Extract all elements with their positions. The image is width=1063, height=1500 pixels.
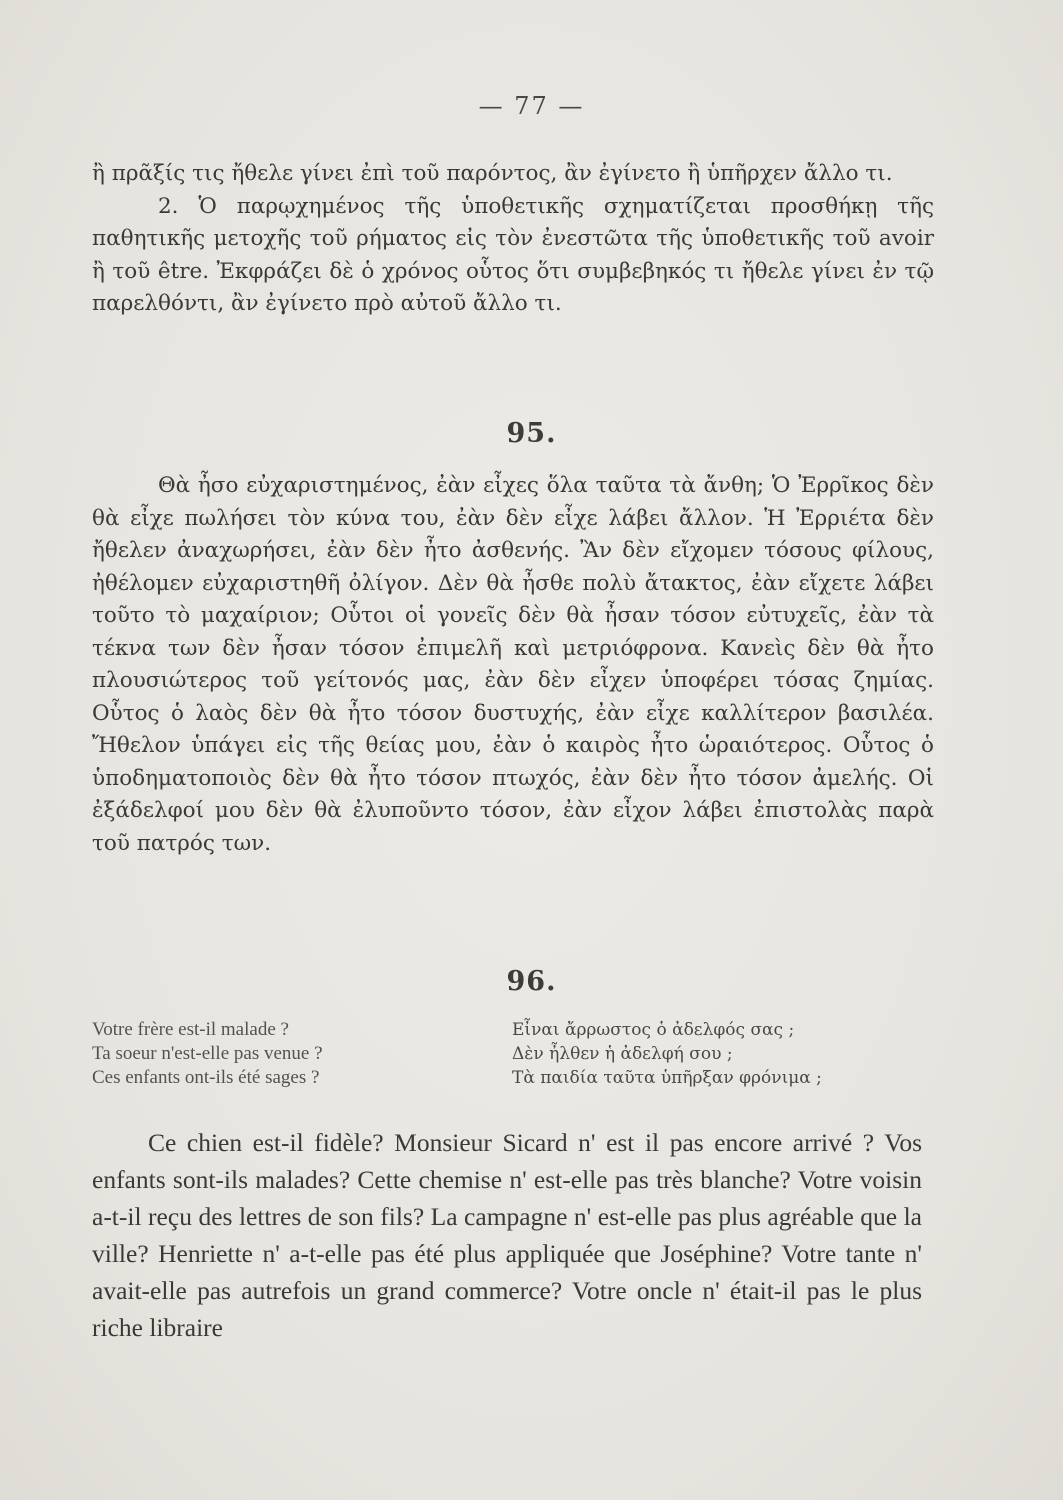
section-94-continuation [92,158,934,321]
section-heading-95: 95. [506,418,557,449]
french-example: Ta soeur n'est-elle pas venue ? [92,1043,323,1064]
greek-example: Δὲν ἦλθεν ἡ ἀδελφή σου ; [512,1044,733,1064]
french-example: Votre frère est-il malade ? [92,1019,289,1040]
greek-example: Εἶναι ἄρρωστος ὁ ἀδελφός σας ; [512,1020,795,1040]
section-heading-96: 96. [506,966,557,997]
paragraph: ἢ πρᾶξίς τις ἤθελε γίνει ἐπὶ τοῦ παρόντος, ἂν ἐγίνετο ἢ ὑπῆρχεν ἄλλο τι. [92,161,893,186]
french-example: Ces enfants ont-ils été sages ? [92,1067,320,1088]
page-number: — 77 — [478,92,585,120]
section-95-exercise [92,470,934,860]
paragraph: 2. Ὁ παρῳχημένος τῆς ὑποθετικῆς σχηματίζεται προσθήκῃ τῆς παθητικῆς μετοχῆς τοῦ ρήματος εἰς τὸν ἐνεστῶτα τῆς ὑποθετικῆς τοῦ avoir ἢ τοῦ être. Ἐκφράζει δὲ ὁ χρόνος οὗτος ὅτι συμβεβηκός τι ἤθελε γίνει ἐν τῷ παρελθόντι, ἂν ἐγίνετο πρὸ αὐτοῦ ἄλλο τι. [92,193,934,316]
greek-examples-column [512,1018,932,1090]
greek-example: Τὰ παιδία ταῦτα ὑπῆρξαν φρόνιμα ; [512,1068,822,1088]
paragraph: Ce chien est-il fidèle? Monsieur Sicard n' est il pas encore arrivé ? Vos enfants sont-ils malades? Cette chemise n' est-elle pas très blanche? Votre voisin a-t-il reçu des lettres de son fils? La campagne n' est-elle pas plus agréable que la ville? Henriette n' a-t-elle pas été plus appliquée que Joséphine? Votre tante n' avait-elle pas autrefois un grand commerce? Votre oncle n' était-il pas le plus riche libraire [92,1128,922,1342]
paragraph: Θὰ ἦσο εὐχαριστημένος, ἐὰν εἶχες ὅλα ταῦτα τὰ ἄνθη; Ὁ Ἐρρῖκος δὲν θὰ εἶχε πωλήσει τὸν κύνα του, ἐὰν δὲν εἶχε λάβει ἄλλον. Ἡ Ἐρριέτα δὲν ἤθελεν ἀναχωρήσει, ἐὰν δὲν ἦτο ἀσθενής. Ἂν δὲν εἴχομεν τόσους φίλους, ἠθέλομεν εὐχαριστηθῆ ὀλίγον. Δὲν θὰ ἦσθε πολὺ ἄτακτος, ἐὰν εἴχετε λάβει τοῦτο τὸ μαχαίριον; Οὗτοι οἱ γονεῖς δὲν θὰ ἦσαν τόσον εὐτυχεῖς, ἐὰν τὰ τέκνα των δὲν ἦσαν τόσον ἐπιμελῆ καὶ μετριόφρονα. Κανεὶς δὲν θὰ ἦτο πλουσιώτερος τοῦ γείτονός μας, ἐὰν δὲν εἶχεν ὑποφέρει τόσας ζημίας. Οὗτος ὁ λαὸς δὲν θὰ ἦτο τόσον δυστυχής, ἐὰν εἶχε καλλίτερον βασιλέα. Ἤθελον ὑπάγει εἰς τῆς θείας μου, ἐὰν ὁ καιρὸς ἦτο ὡραιότερος. Οὗτος ὁ ὑποδηματοποιὸς δὲν θὰ ἦτο τόσον πτωχός, ἐὰν δὲν ἦτο τόσον ἀμελής. Οἱ ἐξάδελφοί μου δὲν θὰ ἐλυποῦντο τόσον, ἐὰν εἶχον λάβει ἐπιστολὰς παρὰ τοῦ πατρός των. [92,473,934,856]
french-examples-column [92,1018,512,1090]
french-exercise [92,1124,922,1346]
